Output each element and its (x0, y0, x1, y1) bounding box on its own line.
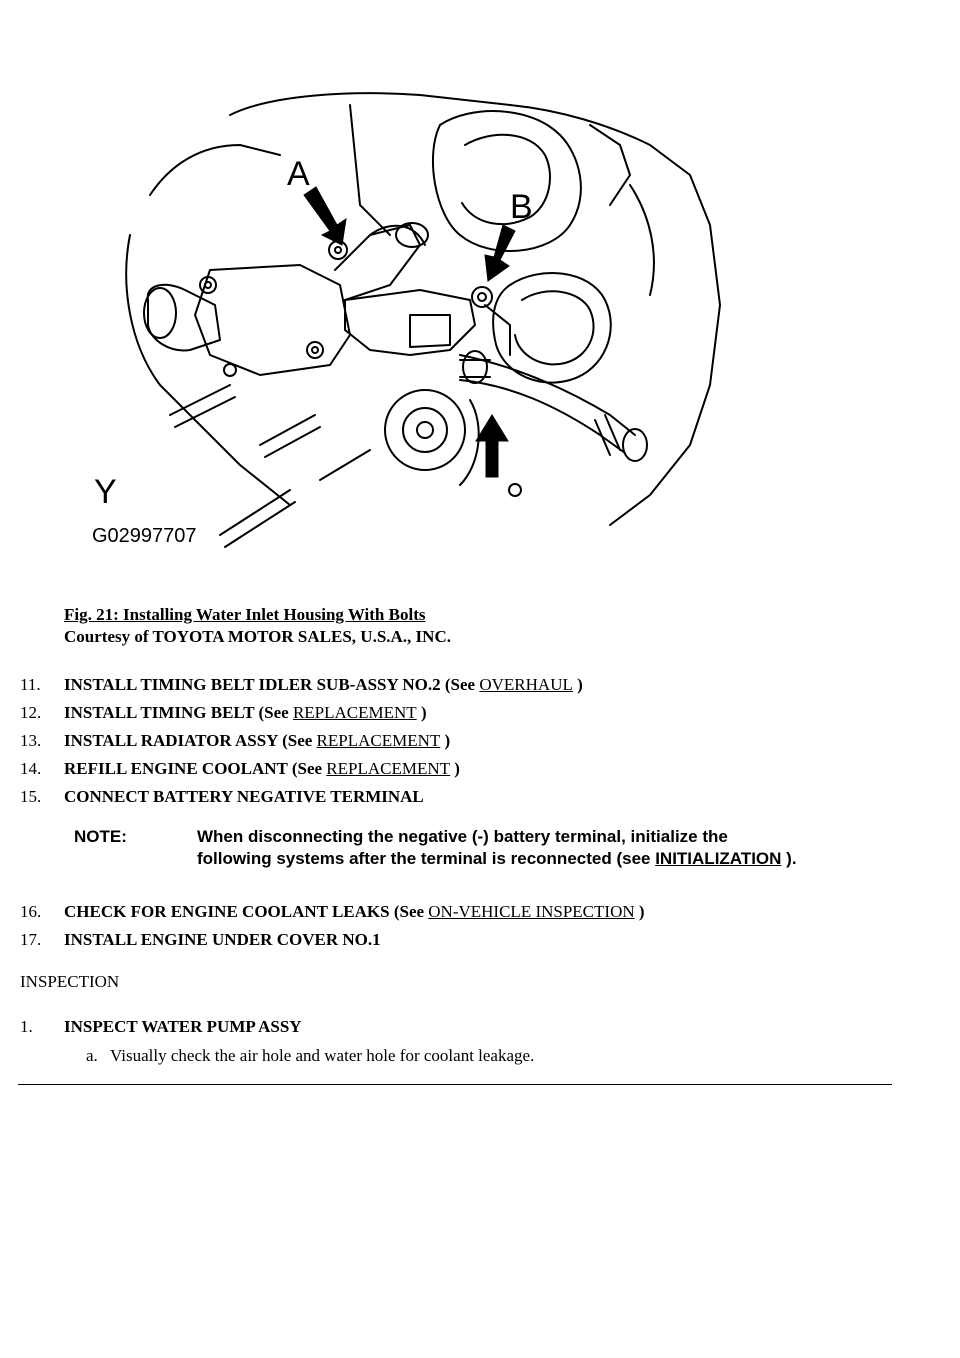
arrow-up-icon (476, 415, 508, 477)
step-text: REFILL ENGINE COOLANT (See (64, 759, 327, 778)
replacement-link[interactable]: REPLACEMENT (316, 731, 441, 750)
figure-label-y: Y (94, 473, 117, 511)
step-text: INSTALL ENGINE UNDER COVER NO.1 (64, 930, 381, 949)
step-number: 17. (20, 930, 42, 949)
figure-caption (64, 604, 451, 648)
step-text-after: ) (572, 675, 583, 694)
note-body (197, 826, 917, 870)
step-number: 14. (20, 759, 42, 778)
arrow-b-icon (485, 225, 515, 281)
arrow-a-icon (304, 187, 346, 245)
step-text: CONNECT BATTERY NEGATIVE TERMINAL (64, 787, 424, 806)
note-line-2-after: ). (781, 849, 797, 868)
note-line-1: When disconnecting the negative (-) battery terminal, initialize the (197, 827, 728, 846)
substep-text: Visually check the air hole and water hole for coolant leakage. (110, 1046, 535, 1065)
step-text: INSTALL TIMING BELT (See (64, 703, 293, 722)
step-number: 11. (20, 675, 41, 694)
step-number: 15. (20, 787, 42, 806)
step-text-after: ) (440, 731, 451, 750)
step-text: INSPECT WATER PUMP ASSY (64, 1017, 302, 1036)
step-text-after: ) (634, 902, 645, 921)
figure-image-id: G02997707 (92, 525, 197, 547)
step-text-after: ) (450, 759, 460, 778)
replacement-link[interactable]: REPLACEMENT (326, 759, 451, 778)
substep-label: a. (86, 1046, 98, 1065)
step-number: 1. (20, 1017, 33, 1036)
initialization-link[interactable]: INITIALIZATION (655, 849, 782, 868)
figure-caption-title[interactable]: Fig. 21: Installing Water Inlet Housing With Bolts (64, 605, 426, 624)
step-number: 16. (20, 902, 42, 921)
inspection-substep-a (86, 1046, 534, 1066)
overhaul-link[interactable]: OVERHAUL (479, 675, 573, 694)
figure-label-b: B (510, 188, 533, 226)
figure-water-inlet-housing (90, 85, 730, 550)
on-vehicle-inspection-link[interactable]: ON-VEHICLE INSPECTION (428, 902, 635, 921)
note-line-2: following systems after the terminal is reconnected (see (197, 849, 656, 868)
engine-illustration (90, 85, 730, 550)
figure-label-a: A (287, 155, 310, 193)
step-text: INSTALL RADIATOR ASSY (See (64, 731, 317, 750)
figure-caption-courtesy: Courtesy of TOYOTA MOTOR SALES, U.S.A., INC. (64, 627, 451, 646)
step-text: CHECK FOR ENGINE COOLANT LEAKS (See (64, 902, 429, 921)
note-label: NOTE: (74, 827, 127, 846)
step-number: 12. (20, 703, 42, 722)
step-number: 13. (20, 731, 42, 750)
inspection-heading: INSPECTION (20, 972, 120, 991)
replacement-link[interactable]: REPLACEMENT (292, 703, 417, 722)
step-text-after: ) (416, 703, 427, 722)
section-divider (18, 1084, 892, 1085)
step-text: INSTALL TIMING BELT IDLER SUB-ASSY NO.2 (See (64, 675, 480, 694)
